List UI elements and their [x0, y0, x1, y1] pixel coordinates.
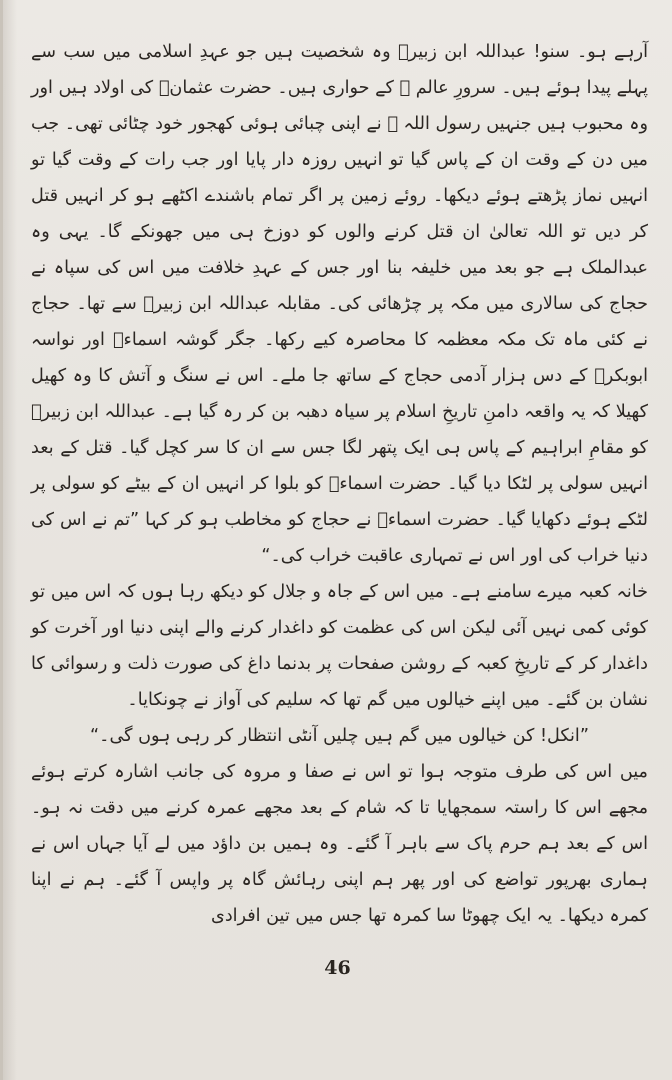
paragraph-2: خانہ کعبہ میرے سامنے ہے۔ میں اس کے جاہ و جلال کو دیکھ رہا ہوں کہ اس میں تو کوئی کمی نہیں آئی لیکن اس کی عظمت کو داغدار کرنے والے اپنی دنیا اور آخرت کو داغدار کر کے تاریخِ کعبہ کے روشن صفحات پر بدنما داغ کی صورت ذلت و رسوائی کا نشان بن گئے۔ میں اپنے خیالوں میں گم تھا کہ سلیم کی آواز نے چونکایا۔ [31, 582, 648, 710]
paragraph-3-quote: ”انکل! کن خیالوں میں گم ہیں چلیں آنٹی انتظار کر رہی ہوں گی۔“ [90, 726, 589, 746]
page-number: 46 [324, 957, 351, 979]
paragraph-1: آرہے ہو۔ سنو! عبداللہ ابن زبیرؓ وہ شخصیت ہیں جو عہدِ اسلامی میں سب سے پہلے پیدا ہوئے ہیں۔ سرورِ عالم ﷺ کے حواری ہیں۔ حضرت عثمانؓ کی اولاد ہیں اور وہ محبوب ہیں جنہیں رسول اللہ ﷺ نے اپنی چبائی ہوئی کھجور خود چٹائی تھی۔ جب میں دن کے وقت ان کے پاس گیا تو انہیں روزہ دار پایا اور جب رات کے وقت گیا تو انہیں نماز پڑھتے ہوئے دیکھا۔ روئے زمین پر اگر تمام باشندے اکٹھے ہو کر انہیں قتل کر دیں تو اللہ تعالیٰ ان قتل کرنے والوں کو دوزخ ہی میں جھونکے گا۔ یہی وہ عبدالملک ہے جو بعد میں خلیفہ بنا اور جس کے عہدِ خلافت میں اس کی سپاہ نے حجاج کی سالاری میں مکہ پر چڑھائی کی۔ مقابلہ عبداللہ ابن زبیرؓ سے تھا۔ حجاج نے کئی ماہ تک مکہ معظمہ کا محاصرہ کیے رکھا۔ جگر گوشہ اسماءؓ اور نواسہ ابوبکرؓ کے دس ہزار آدمی حجاج کے ساتھ جا ملے۔ اس نے سنگ و آتش کا وہ کھیل کھیلا کہ یہ واقعہ دامنِ تاریخِ اسلام پر سیاہ دھبہ بن کر رہ گیا ہے۔ عبداللہ ابن زبیرؓ کو مقامِ ابراہیم کے پاس ہی ایک پتھر لگا جس سے ان کا سر کچل گیا۔ قتل کے بعد انہیں سولی پر لٹکا دیا گیا۔ حضرت اسماءؓ کو بلوا کر انہیں ان کے بیٹے کو سولی پر لٹکے ہوئے دکھایا گیا۔ حضرت اسماءؓ نے حجاج کو مخاطب ہو کر کہا ”تم نے اس کی دنیا خراب کی اور اس نے تمہاری عاقبت خراب کی۔“ [31, 42, 648, 566]
page-fold-shadow [3, 0, 17, 1080]
body-text [31, 34, 648, 934]
paragraph-4: میں اس کی طرف متوجہ ہوا تو اس نے صفا و مروہ کی جانب اشارہ کرتے ہوئے مجھے اس کا راستہ سمجھایا تا کہ شام کے بعد مجھے عمرہ کرنے میں دقت نہ ہو۔ اس کے بعد ہم حرم پاک سے باہر آ گئے۔ وہ ہمیں بن داؤد میں لے آیا جہاں اس نے ہماری بھرپور تواضع کی اور پھر ہم اپنی رہائش گاہ پر واپس آ گئے۔ ہم نے اپنا کمرہ دیکھا۔ یہ ایک چھوٹا سا کمرہ تھا جس میں تین افرادی [31, 762, 648, 926]
